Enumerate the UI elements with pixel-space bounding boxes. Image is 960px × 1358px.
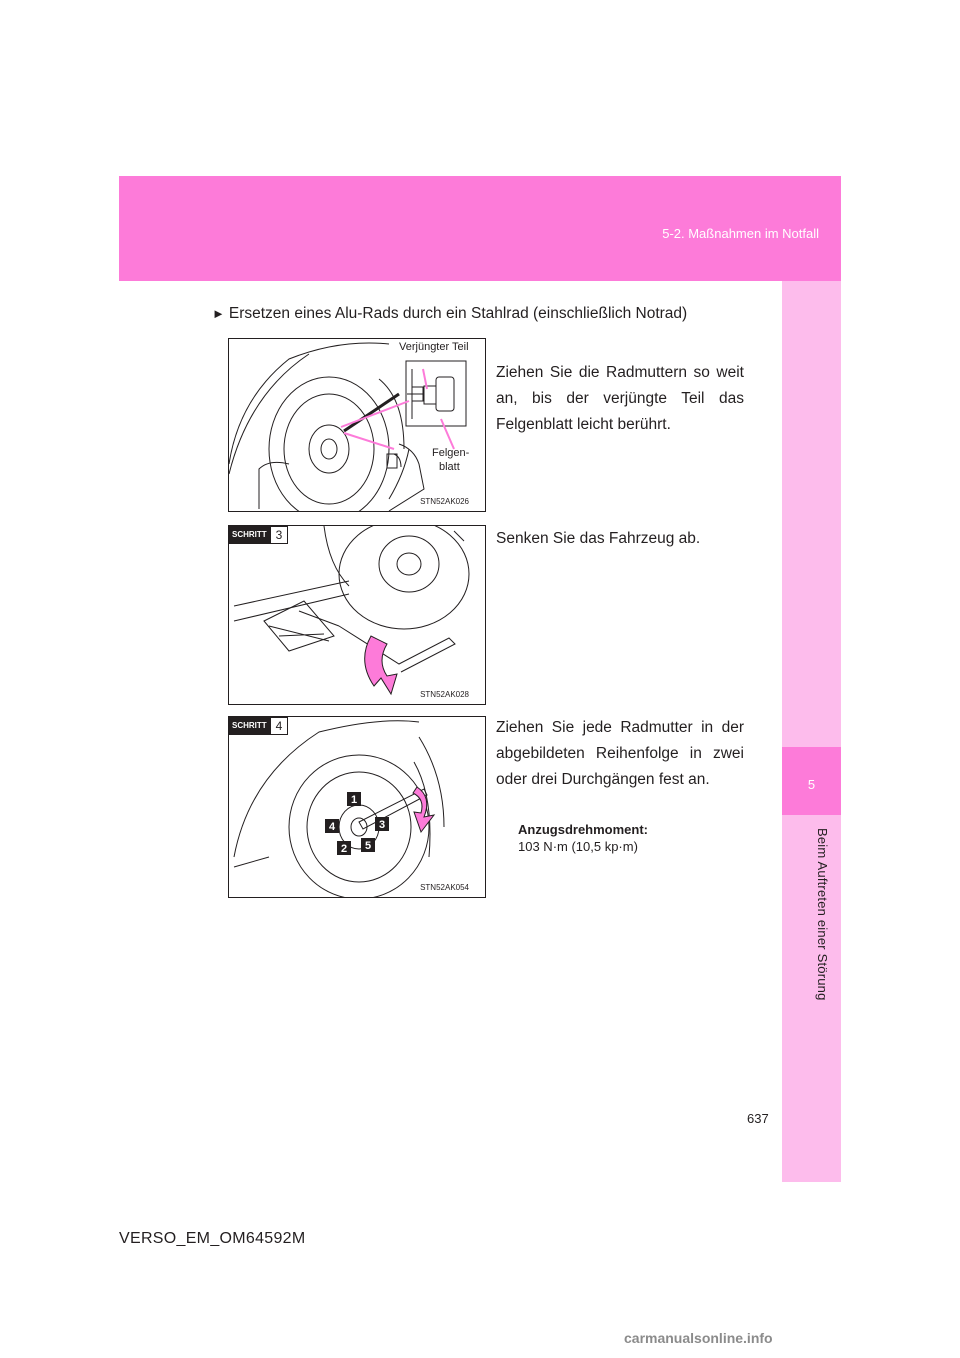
wheel-tighten-illustration [229,717,485,897]
sequence-number: 2 [340,843,348,855]
sequence-number: 1 [350,794,358,806]
instruction-text: Senken Sie das Fahrzeug ab. [496,530,701,547]
sidebar-tab-upper [782,281,841,747]
step-badge [229,526,288,544]
chapter-title: Beim Auftreten einer Störung [815,828,830,1001]
callout-rim-line1: Felgen- [432,447,470,459]
instruction-text: Ziehen Sie jede Radmutter in der abgebildeten Reihenfolge in zwei oder drei Durchgängen fest an. [496,719,744,788]
figure-code: STN52AK054 [420,883,469,892]
figure-lug-nut-tapered [228,338,486,512]
procedure-heading [212,305,687,323]
callout-rim-line2: blatt [439,461,460,473]
watermark-link[interactable]: carmanualsonline.info [624,1330,773,1346]
document-code: VERSO_EM_OM64592M [119,1230,306,1247]
step-number: 3 [270,526,289,544]
procedure-heading-text: Ersetzen eines Alu-Rads durch ein Stahlrad (einschließlich Notrad) [228,305,688,322]
page-number: 637 [747,1111,769,1126]
sequence-number: 4 [328,821,336,833]
torque-label: Anzugsdrehmoment: [518,822,648,837]
sequence-number: 5 [364,840,372,852]
sequence-number: 3 [378,819,386,831]
figure-code: STN52AK026 [420,497,469,506]
chapter-number: 5 [807,777,816,792]
step-badge [229,717,288,735]
section-title: 5-2. Maßnahmen im Notfall [662,226,819,241]
callout-tapered-part: Verjüngter Teil [399,341,469,353]
step-word: SCHRITT [229,526,270,544]
triangle-marker-icon: ► [212,306,225,321]
instruction-text: Ziehen Sie die Radmuttern so weit an, bis der verjüngte Teil das Felgenblatt leicht berührt. [496,364,744,433]
sidebar-chapter-tab[interactable] [782,747,841,815]
figure-tighten-sequence [228,716,486,898]
step-number: 4 [270,717,289,735]
wheel-lug-nut-illustration [229,339,485,511]
step-word: SCHRITT [229,717,270,735]
jack-lowering-illustration [229,526,485,704]
figure-code: STN52AK028 [420,690,469,699]
torque-value: 103 N·m (10,5 kp·m) [518,839,638,854]
header-band [119,176,841,281]
figure-lower-vehicle [228,525,486,705]
